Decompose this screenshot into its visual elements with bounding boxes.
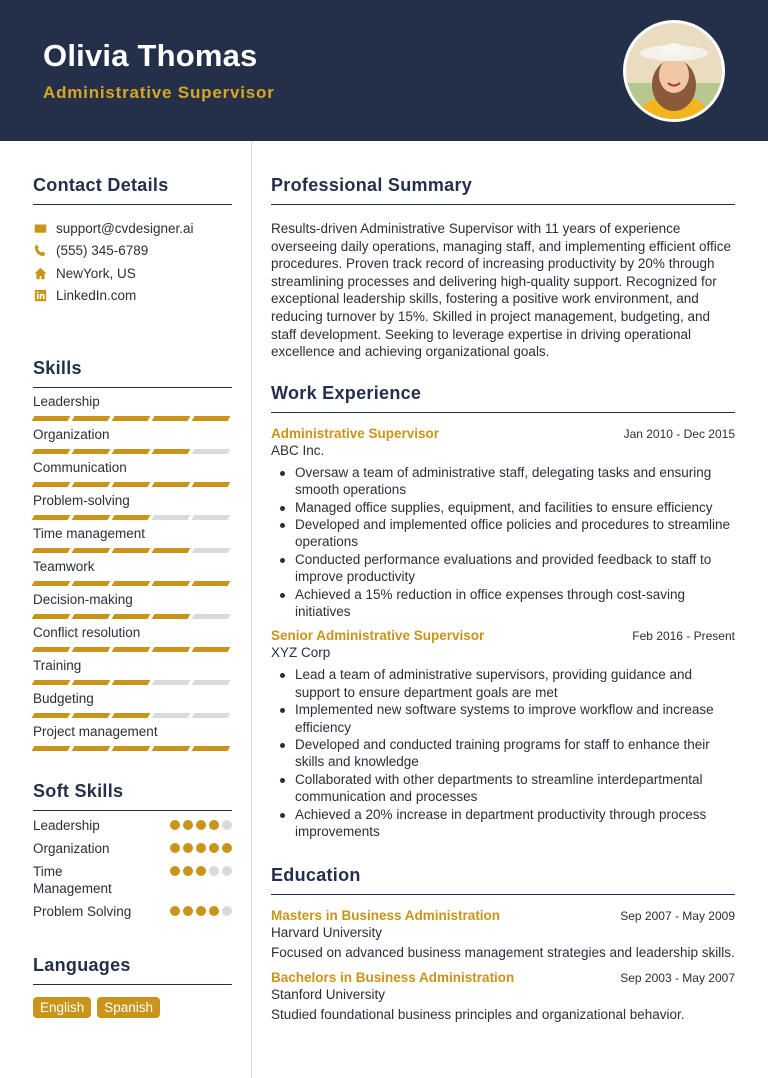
skill-level-segment [72,713,111,718]
skill-level-bar [33,449,232,454]
job-bullets [271,464,735,621]
skill-level-segment [192,746,231,751]
soft-skill-name: Leadership [33,818,100,833]
skill-name: Teamwork [33,559,95,574]
contact-email[interactable] [33,217,232,240]
soft-skill-item [33,817,232,834]
rating-dot [183,843,193,853]
skill-item [33,559,232,586]
job-bullet: Oversaw a team of administrative staff, delegating tasks and ensuring smooth operations [275,464,735,499]
rating-dot [196,866,206,876]
job-bullet: Lead a team of administrative supervisors, providing guidance and support to ensure department goals are met [275,666,735,701]
soft-skills-section [33,781,232,920]
skill-level-segment [112,482,151,487]
skill-level-segment [112,581,151,586]
job-bullet: Conducted performance evaluations and provided feedback to staff to improve productivity [275,551,735,586]
skill-level-segment [112,713,151,718]
skill-level-bar [33,581,232,586]
home-icon [33,266,47,280]
job-title: Administrative Supervisor [271,425,440,441]
skill-level-segment [72,449,111,454]
job-company: XYZ Corp [271,645,331,661]
contact-section [33,175,232,307]
skill-level-segment [112,647,151,652]
experience-section [271,383,735,841]
skill-level-bar [33,746,232,751]
skill-level-bar [33,647,232,652]
skill-level-segment [32,449,71,454]
education-entry [271,970,735,1022]
soft-skills-list [33,817,232,920]
phone-icon [33,244,47,258]
languages-section [33,955,232,1018]
job-bullet: Managed office supplies, equipment, and facilities to ensure efficiency [275,499,735,516]
skill-item [33,394,232,421]
skill-level-segment [112,680,151,685]
degree-title: Masters in Business Administration [271,908,501,924]
degree-description: Focused on advanced business management strategies and leadership skills. [271,945,735,961]
skill-item [33,493,232,520]
contact-location-text: NewYork, US [56,265,136,281]
soft-skill-rating [170,843,232,853]
degree-description: Studied foundational business principles and organizational behavior. [271,1007,685,1023]
skill-level-segment [152,416,191,421]
job-title: Senior Administrative Supervisor [271,628,485,644]
skill-item [33,526,232,553]
rating-dot [183,866,193,876]
left-column [33,141,232,1018]
contact-heading: Contact Details [33,175,232,205]
contact-linkedin-text: LinkedIn.com [56,288,137,304]
skill-level-segment [72,746,111,751]
skill-item [33,724,232,751]
language-badge: Spanish [97,997,160,1018]
summary-section [271,175,735,361]
skill-level-segment [192,680,231,685]
skill-level-segment [72,614,111,619]
skill-level-segment [192,416,231,421]
skill-level-segment [152,680,191,685]
skill-level-segment [72,482,111,487]
skill-level-segment [72,548,111,553]
degree-title: Bachelors in Business Administration [271,970,515,986]
skill-item [33,427,232,454]
job-bullet: Developed and conducted training programs for staff to enhance their skills and knowledge [275,736,735,771]
rating-dot [222,866,232,876]
skill-level-segment [112,548,151,553]
skill-name: Project management [33,724,158,739]
skill-level-segment [112,515,151,520]
job-bullet: Collaborated with other departments to streamline interdepartmental communication and processes [275,771,735,806]
language-badge: English [33,997,91,1018]
soft-skill-name: Time Management [33,864,112,896]
skill-level-segment [152,614,191,619]
job-bullet: Developed and implemented office policies and procedures to streamline operations [275,516,735,551]
rating-dot [170,843,180,853]
rating-dot [209,866,219,876]
rating-dot [183,820,193,830]
soft-skill-name: Problem Solving [33,904,132,919]
rating-dot [209,843,219,853]
candidate-title: Administrative Supervisor [43,83,275,102]
resume-header [0,0,768,141]
skill-name: Decision-making [33,592,133,607]
profile-photo-image [626,23,722,119]
contact-phone-text: (555) 345-6789 [56,243,149,259]
skill-level-segment [72,515,111,520]
job-company: ABC Inc. [271,442,325,458]
languages-list [33,997,232,1018]
job-bullet: Achieved a 20% increase in department productivity through process improvements [275,806,735,841]
skill-level-segment [32,647,71,652]
education-entry [271,908,735,960]
rating-dot [170,866,180,876]
rating-dot [222,843,232,853]
skill-level-segment [152,713,191,718]
skill-level-segment [112,416,151,421]
degree-dates: Sep 2003 - May 2007 [620,971,735,986]
skill-item [33,691,232,718]
skill-item [33,592,232,619]
skill-level-segment [32,581,71,586]
skill-level-segment [72,416,111,421]
job-entry [271,628,735,840]
skill-level-segment [32,515,71,520]
skill-level-segment [32,746,71,751]
skill-name: Leadership [33,394,100,409]
skill-level-segment [72,647,111,652]
skill-level-segment [152,515,191,520]
soft-skill-rating [170,820,232,830]
soft-skill-item [33,903,232,920]
skill-level-segment [192,548,231,553]
languages-heading: Languages [33,955,232,985]
skill-level-segment [72,581,111,586]
soft-skill-name: Organization [33,841,110,856]
rating-dot [183,906,193,916]
skill-level-segment [152,647,191,652]
rating-dot [222,906,232,916]
soft-skill-rating [170,866,232,876]
skill-level-bar [33,482,232,487]
contact-linkedin[interactable] [33,285,232,308]
school-name: Harvard University [271,925,383,941]
skills-heading: Skills [33,358,232,388]
skill-item [33,625,232,652]
rating-dot [170,820,180,830]
skill-level-bar [33,680,232,685]
skill-level-bar [33,713,232,718]
skill-name: Time management [33,526,146,541]
skill-level-segment [112,614,151,619]
experience-heading: Work Experience [271,383,735,413]
education-heading: Education [271,865,735,895]
skill-level-segment [192,449,231,454]
skill-level-segment [192,647,231,652]
skill-level-segment [112,449,151,454]
skill-name: Communication [33,460,127,475]
job-entry [271,426,735,621]
rating-dot [196,820,206,830]
skill-level-segment [192,581,231,586]
envelope-icon [33,221,47,235]
soft-skill-item [33,840,232,857]
skill-level-segment [192,515,231,520]
skill-level-segment [152,581,191,586]
right-column [271,141,735,1022]
skill-name: Organization [33,427,110,442]
school-name: Stanford University [271,987,386,1003]
skill-item [33,658,232,685]
column-divider [251,141,252,1078]
candidate-name: Olivia Thomas [43,38,258,73]
skill-level-segment [152,449,191,454]
skill-name: Budgeting [33,691,94,706]
skill-level-bar [33,515,232,520]
skill-name: Training [33,658,82,673]
job-dates: Feb 2016 - Present [632,629,735,644]
skills-list [33,394,232,751]
skill-level-segment [32,482,71,487]
rating-dot [222,820,232,830]
linkedin-icon [33,289,47,303]
profile-photo [623,20,725,122]
skill-level-segment [32,680,71,685]
soft-skills-heading: Soft Skills [33,781,232,811]
skill-name: Conflict resolution [33,625,141,640]
skill-level-bar [33,614,232,619]
skill-level-segment [192,713,231,718]
job-bullet: Implemented new software systems to improve workflow and increase efficiency [275,701,735,736]
skill-item [33,460,232,487]
job-bullets [271,666,735,840]
skills-section [33,358,232,751]
education-section [271,865,735,1022]
skill-level-segment [192,482,231,487]
skill-level-segment [112,746,151,751]
contact-location [33,262,232,285]
soft-skill-rating [170,906,232,916]
skill-level-segment [32,713,71,718]
contact-list [33,217,232,307]
summary-text: Results-driven Administrative Supervisor with 11 years of experience overseeing daily operations, managing staff, and implementing efficient office procedures. Proven track record of increasing productivity by 20% through streamlining processes and delivering high-quality support. Recognized for exceptional leadership skills, fostering a positive work environment, and reducing turnover by 15%. Skilled in project management, budgeting, and staff development. Seeking to leverage expertise in driving operational excellence and achieving organizational goals. [271,221,732,360]
summary-heading: Professional Summary [271,175,735,205]
skill-level-segment [32,548,71,553]
rating-dot [209,906,219,916]
rating-dot [196,843,206,853]
skill-level-segment [32,614,71,619]
skill-level-bar [33,548,232,553]
soft-skill-item [33,863,232,897]
contact-phone[interactable] [33,240,232,263]
skill-level-segment [152,548,191,553]
skill-name: Problem-solving [33,493,130,508]
rating-dot [170,906,180,916]
skill-level-segment [192,614,231,619]
contact-email-text: support@cvdesigner.ai [56,220,194,236]
degree-dates: Sep 2007 - May 2009 [620,909,735,924]
rating-dot [196,906,206,916]
job-bullet: Achieved a 15% reduction in office expenses through cost-saving initiatives [275,586,735,621]
rating-dot [209,820,219,830]
skill-level-segment [72,680,111,685]
skill-level-bar [33,416,232,421]
skill-level-segment [152,746,191,751]
skill-level-segment [152,482,191,487]
job-dates: Jan 2010 - Dec 2015 [623,426,735,441]
skill-level-segment [32,416,71,421]
